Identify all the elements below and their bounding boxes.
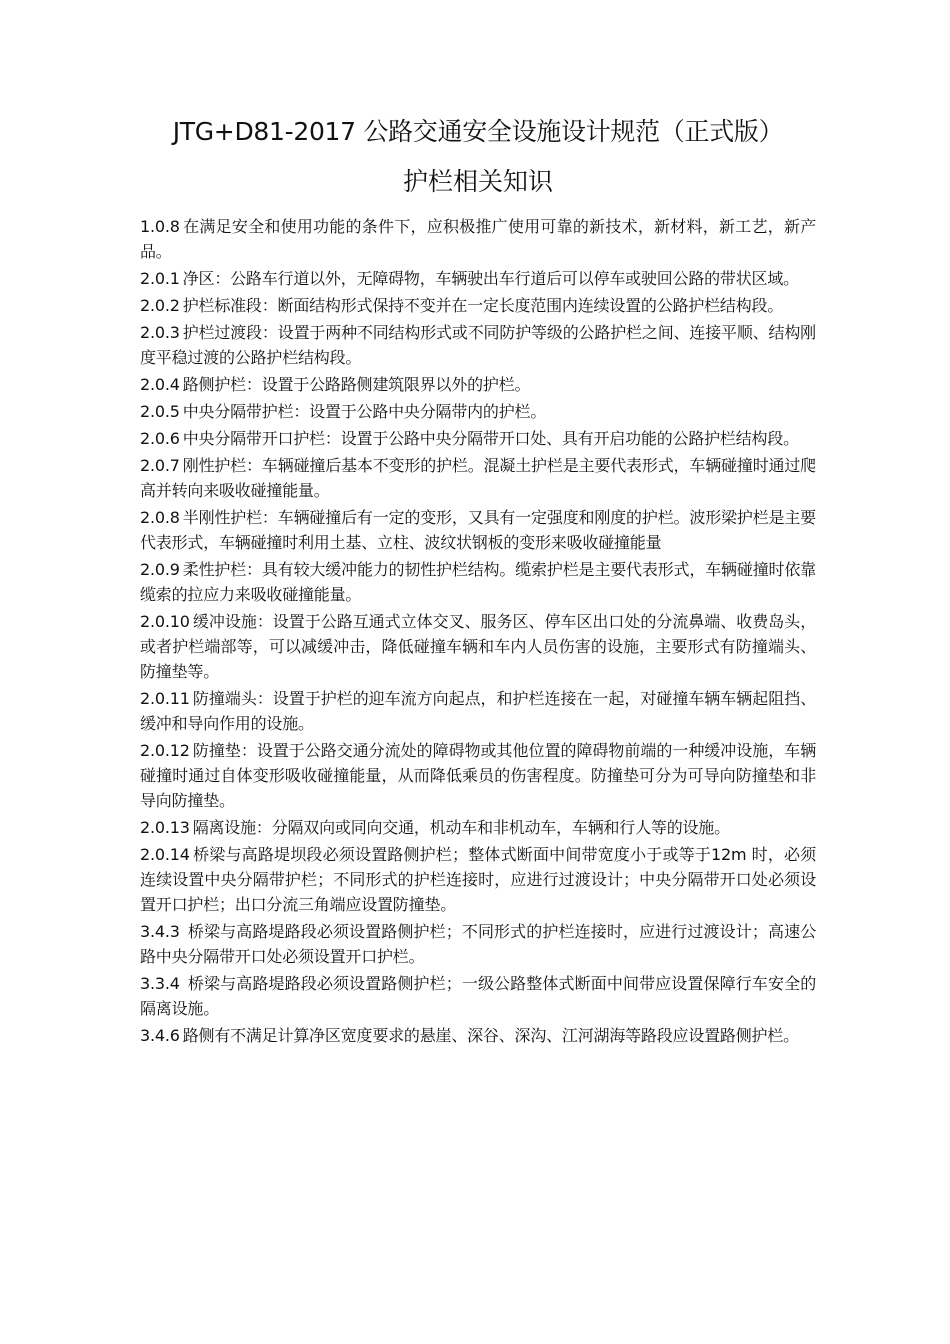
clause-number: 2.0.1: [140, 269, 180, 288]
clause-paragraph: [140, 738, 816, 813]
clause-text: 防撞垫：设置于公路交通分流处的障碍物或其他位置的障碍物前端的一种缓冲设施，车辆碰撞时通过自体变形吸收碰撞能量，从而降低乘员的伤害程度。防撞垫可分为可导向防撞垫和非导向防撞垫。: [140, 741, 816, 810]
clause-paragraph: [140, 214, 816, 264]
clause-number: 2.0.9: [140, 560, 180, 579]
clause-paragraph: [140, 399, 816, 424]
clause-list: [140, 214, 816, 1048]
clause-number: 2.0.7: [140, 456, 180, 475]
clause-text: 护栏过渡段：设置于两种不同结构形式或不同防护等级的公路护栏之间、连接平顺、结构刚度平稳过渡的公路护栏结构段。: [140, 323, 816, 367]
clause-paragraph: [140, 320, 816, 370]
clause-text: 中央分隔带护栏：设置于公路中央分隔带内的护栏。: [182, 402, 547, 421]
clause-text: 柔性护栏：具有较大缓冲能力的韧性护栏结构。缆索护栏是主要代表形式，车辆碰撞时依靠缆索的拉应力来吸收碰撞能量。: [140, 560, 816, 604]
clause-paragraph: [140, 453, 816, 503]
clause-number: 2.0.8: [140, 508, 180, 527]
clause-paragraph: [140, 293, 816, 318]
document-page: [140, 112, 816, 1050]
clause-number: 2.0.3: [140, 323, 180, 342]
clause-number: 2.0.4: [140, 375, 180, 394]
clause-paragraph: [140, 842, 816, 917]
clause-number: 2.0.6: [140, 429, 180, 448]
clause-text: 在满足安全和使用功能的条件下，应积极推广使用可靠的新技术，新材料，新工艺，新产品。: [140, 217, 816, 261]
document-title: JTG+D81-2017 公路交通安全设施设计规范（正式版）: [172, 117, 784, 146]
clause-text: 缓冲设施：设置于公路互通式立体交叉、服务区、停车区出口处的分流鼻端、收费岛头，或者护栏端部等，可以减缓冲击，降低碰撞车辆和车内人员伤害的设施，主要形式有防撞端头、防撞垫等。: [140, 612, 816, 681]
clause-number: 2.0.11: [140, 689, 190, 708]
clause-number: 3.4.3: [140, 922, 180, 941]
clause-text: 隔离设施：分隔双向或同向交通，机动车和非机动车，车辆和行人等的设施。: [192, 818, 730, 837]
clause-paragraph: [140, 557, 816, 607]
clause-number: 2.0.14: [140, 845, 190, 864]
clause-paragraph: [140, 919, 816, 969]
clause-text: 半刚性护栏：车辆碰撞后有一定的变形，又具有一定强度和刚度的护栏。波形梁护栏是主要代表形式，车辆碰撞时利用土基、立柱、波纹状钢板的变形来吸收碰撞能量: [140, 508, 816, 552]
document-subtitle: 护栏相关知识: [402, 167, 553, 196]
clause-text: 桥梁与高路堤路段必须设置路侧护栏；不同形式的护栏连接时，应进行过渡设计；高速公路中央分隔带开口处必须设置开口护栏。: [140, 922, 816, 966]
clause-paragraph: [140, 1023, 816, 1048]
clause-paragraph: [140, 426, 816, 451]
clause-number: 1.0.8: [140, 217, 180, 236]
clause-number: 2.0.10: [140, 612, 190, 631]
clause-text: 刚性护栏：车辆碰撞后基本不变形的护栏。混凝土护栏是主要代表形式，车辆碰撞时通过爬高并转向来吸收碰撞能量。: [140, 456, 816, 500]
clause-text: 路侧护栏：设置于公路路侧建筑限界以外的护栏。: [182, 375, 531, 394]
clause-number: 2.0.2: [140, 296, 180, 315]
clause-paragraph: [140, 971, 816, 1021]
clause-text: 防撞端头：设置于护栏的迎车流方向起点，和护栏连接在一起，对碰撞车辆车辆起阻挡、缓冲和导向作用的设施。: [140, 689, 816, 733]
clause-paragraph: [140, 686, 816, 736]
clause-text: 桥梁与高路堤路段必须设置路侧护栏；一级公路整体式断面中间带应设置保障行车安全的隔离设施。: [140, 974, 816, 1018]
clause-text: 护栏标准段：断面结构形式保持不变并在一定长度范围内连续设置的公路护栏结构段。: [182, 296, 784, 315]
clause-text: 净区：公路车行道以外，无障碍物，车辆驶出车行道后可以停车或驶回公路的带状区域。: [182, 269, 799, 288]
clause-text: 桥梁与高路堤坝段必须设置路侧护栏；整体式断面中间带宽度小于或等于12m 时，必须连续设置中央分隔带护栏；不同形式的护栏连接时，应进行过渡设计；中央分隔带开口处必须设置开口护栏；出口分流三角端应设置防撞垫。: [140, 845, 816, 914]
clause-number: 2.0.13: [140, 818, 190, 837]
clause-paragraph: [140, 372, 816, 397]
clause-paragraph: [140, 266, 816, 291]
clause-text: 路侧有不满足计算净区宽度要求的悬崖、深谷、深沟、江河湖海等路段应设置路侧护栏。: [182, 1026, 799, 1045]
clause-number: 3.4.6: [140, 1026, 180, 1045]
clause-number: 2.0.12: [140, 741, 190, 760]
clause-paragraph: [140, 815, 816, 840]
clause-text: 中央分隔带开口护栏：设置于公路中央分隔带开口处、具有开启功能的公路护栏结构段。: [182, 429, 799, 448]
clause-paragraph: [140, 505, 816, 555]
clause-number: 3.3.4: [140, 974, 180, 993]
clause-number: 2.0.5: [140, 402, 180, 421]
clause-paragraph: [140, 609, 816, 684]
